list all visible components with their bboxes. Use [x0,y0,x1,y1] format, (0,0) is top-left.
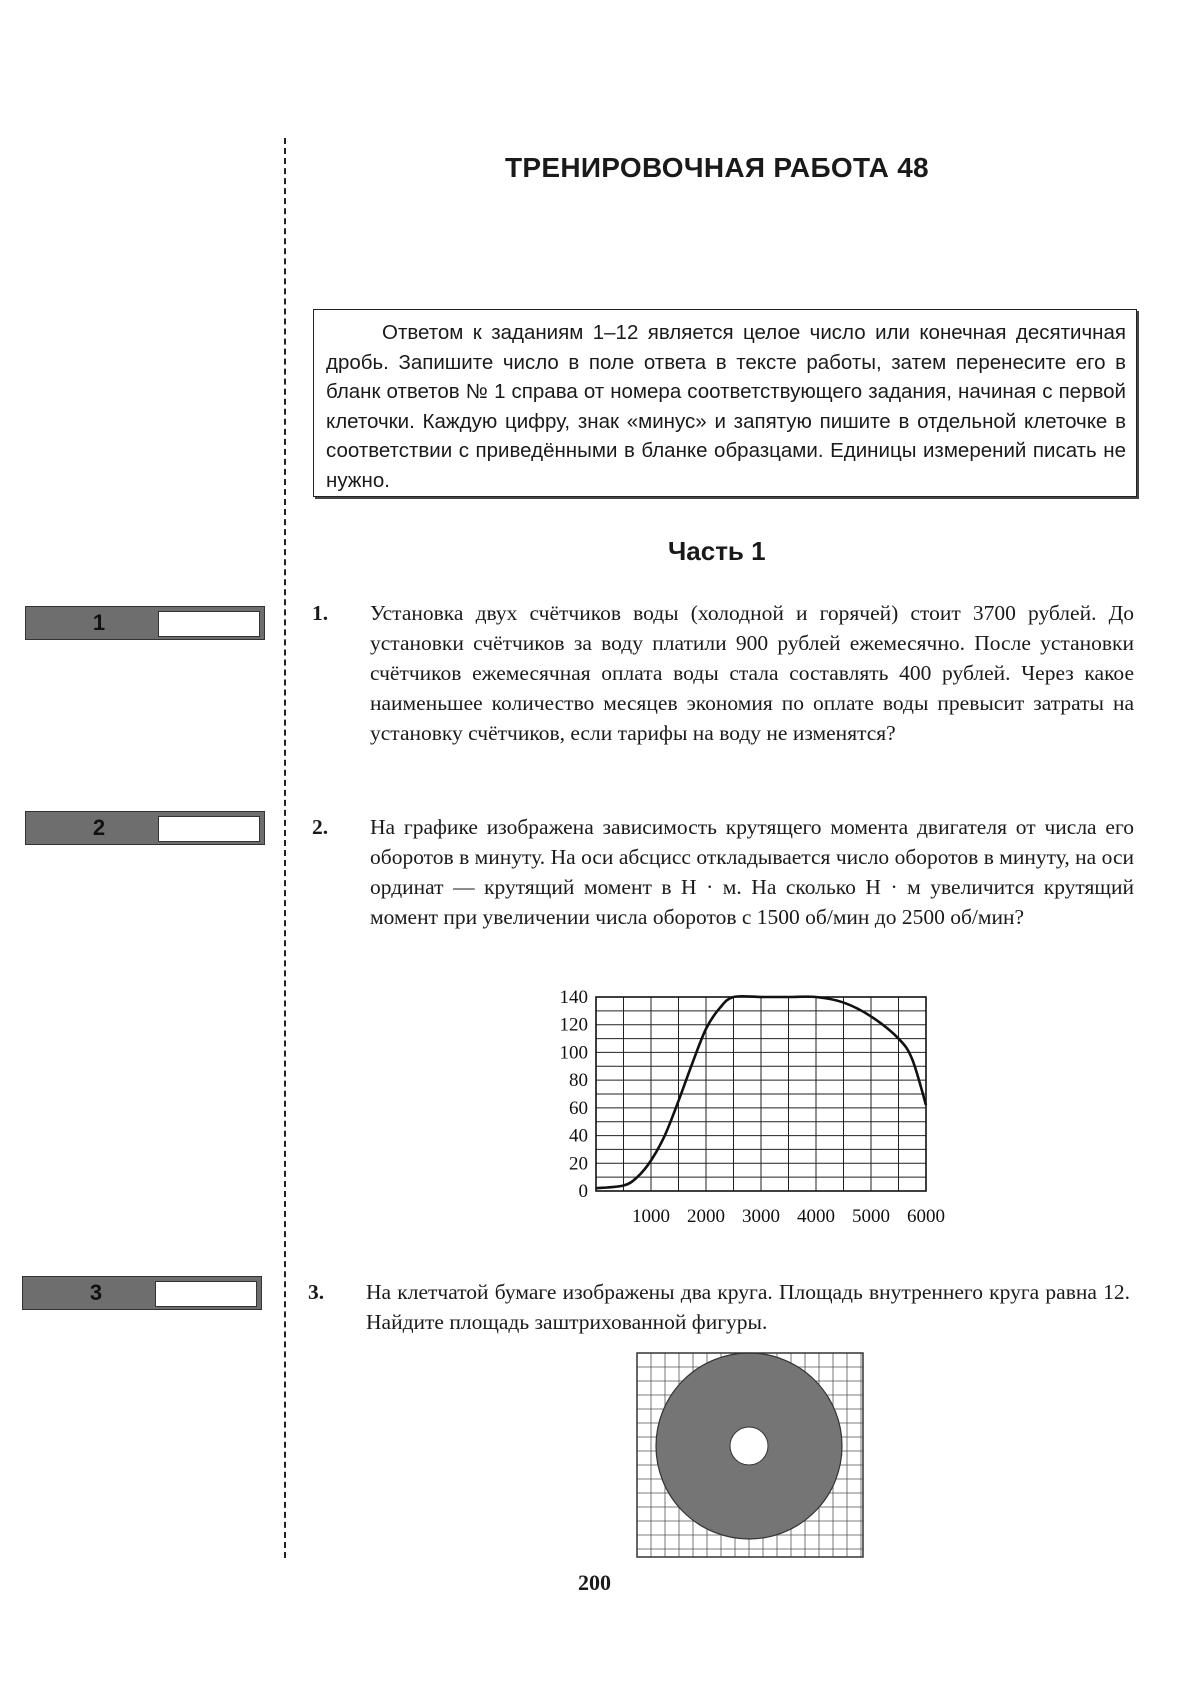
answer-field[interactable] [158,611,260,637]
answer-box-number: 1 [92,610,106,635]
instructions-box [313,309,1137,497]
answer-box-1 [25,606,265,640]
y-tick-label: 0 [578,1181,588,1202]
task-number: 3. [308,1280,325,1304]
torque-chart [540,980,960,1238]
x-tick-label: 5000 [852,1206,890,1227]
page-number: 200 [578,1570,611,1595]
answer-box-3 [22,1276,262,1310]
task-text: На графике изображена зависимость крутящего момента двигателя от числа его оборотов в минуту. На оси абсцисс откладывается число оборотов в минуту, на оси ординат — крутящий момент в Н · м. На сколько Н · м увеличится крутящий момент при увеличении числа оборотов с 1500 об/мин до 2500 об/мин? [370,815,1134,929]
x-tick-label: 2000 [687,1206,725,1227]
y-tick-label: 120 [559,1014,588,1036]
x-tick-label: 6000 [907,1206,945,1227]
chart-grid [596,997,926,1191]
instructions-text: Ответом к заданиям 1–12 является целое число или конечная десятичная дробь. Запишите число в поле ответа в тексте работы, затем перенесите его в бланк ответов № 1 справа от номера соответствующего задания, начиная с первой клеточки. Каждую цифру, знак «минус» и запятую пишите в отдельной клеточке в соответствии с приведёнными в бланке образцами. Единицы измерений писать не нужно. [326,321,1126,492]
y-tick-label: 20 [569,1153,588,1175]
y-tick-label: 40 [569,1125,588,1147]
x-tick-label: 4000 [797,1206,835,1227]
y-tick-label: 100 [559,1042,588,1064]
task-number: 2. [312,815,329,839]
answer-box-number: 2 [92,815,106,840]
task-number: 1. [312,601,329,625]
answer-field[interactable] [155,1281,257,1307]
chart-x-tick-labels [632,1206,945,1227]
task-text: На клетчатой бумаге изображены два круга. Площадь внутреннего круга равна 12. Найдите площадь заштрихованной фигуры. [366,1280,1130,1334]
inner-circle [730,1427,768,1465]
part-title: Часть 1 [668,536,766,566]
x-tick-label: 3000 [742,1206,780,1227]
page-title: ТРЕНИРОВОЧНАЯ РАБОТА 48 [505,152,929,183]
circles-figure [636,1352,864,1558]
answer-box-number: 3 [89,1280,103,1305]
y-tick-label: 140 [559,987,588,1008]
x-tick-label: 1000 [632,1206,670,1227]
task-text: Установка двух счётчиков воды (холодной и горячей) стоит 3700 рублей. До установки счётчиков за воду платили 900 рублей ежемесячно. После установки счётчиков ежемесячная оплата воды стала составлять 400 рублей. Через какое наименьшее количество месяцев экономия по оплате воды превысит затраты на установку счётчиков, если тарифы на воду не изменятся? [370,601,1134,745]
answer-box-2 [25,811,265,845]
answer-field[interactable] [158,816,260,842]
cut-line [284,138,286,1558]
y-tick-label: 60 [569,1097,588,1119]
y-tick-label: 80 [569,1070,588,1092]
chart-y-tick-labels [560,987,589,1202]
